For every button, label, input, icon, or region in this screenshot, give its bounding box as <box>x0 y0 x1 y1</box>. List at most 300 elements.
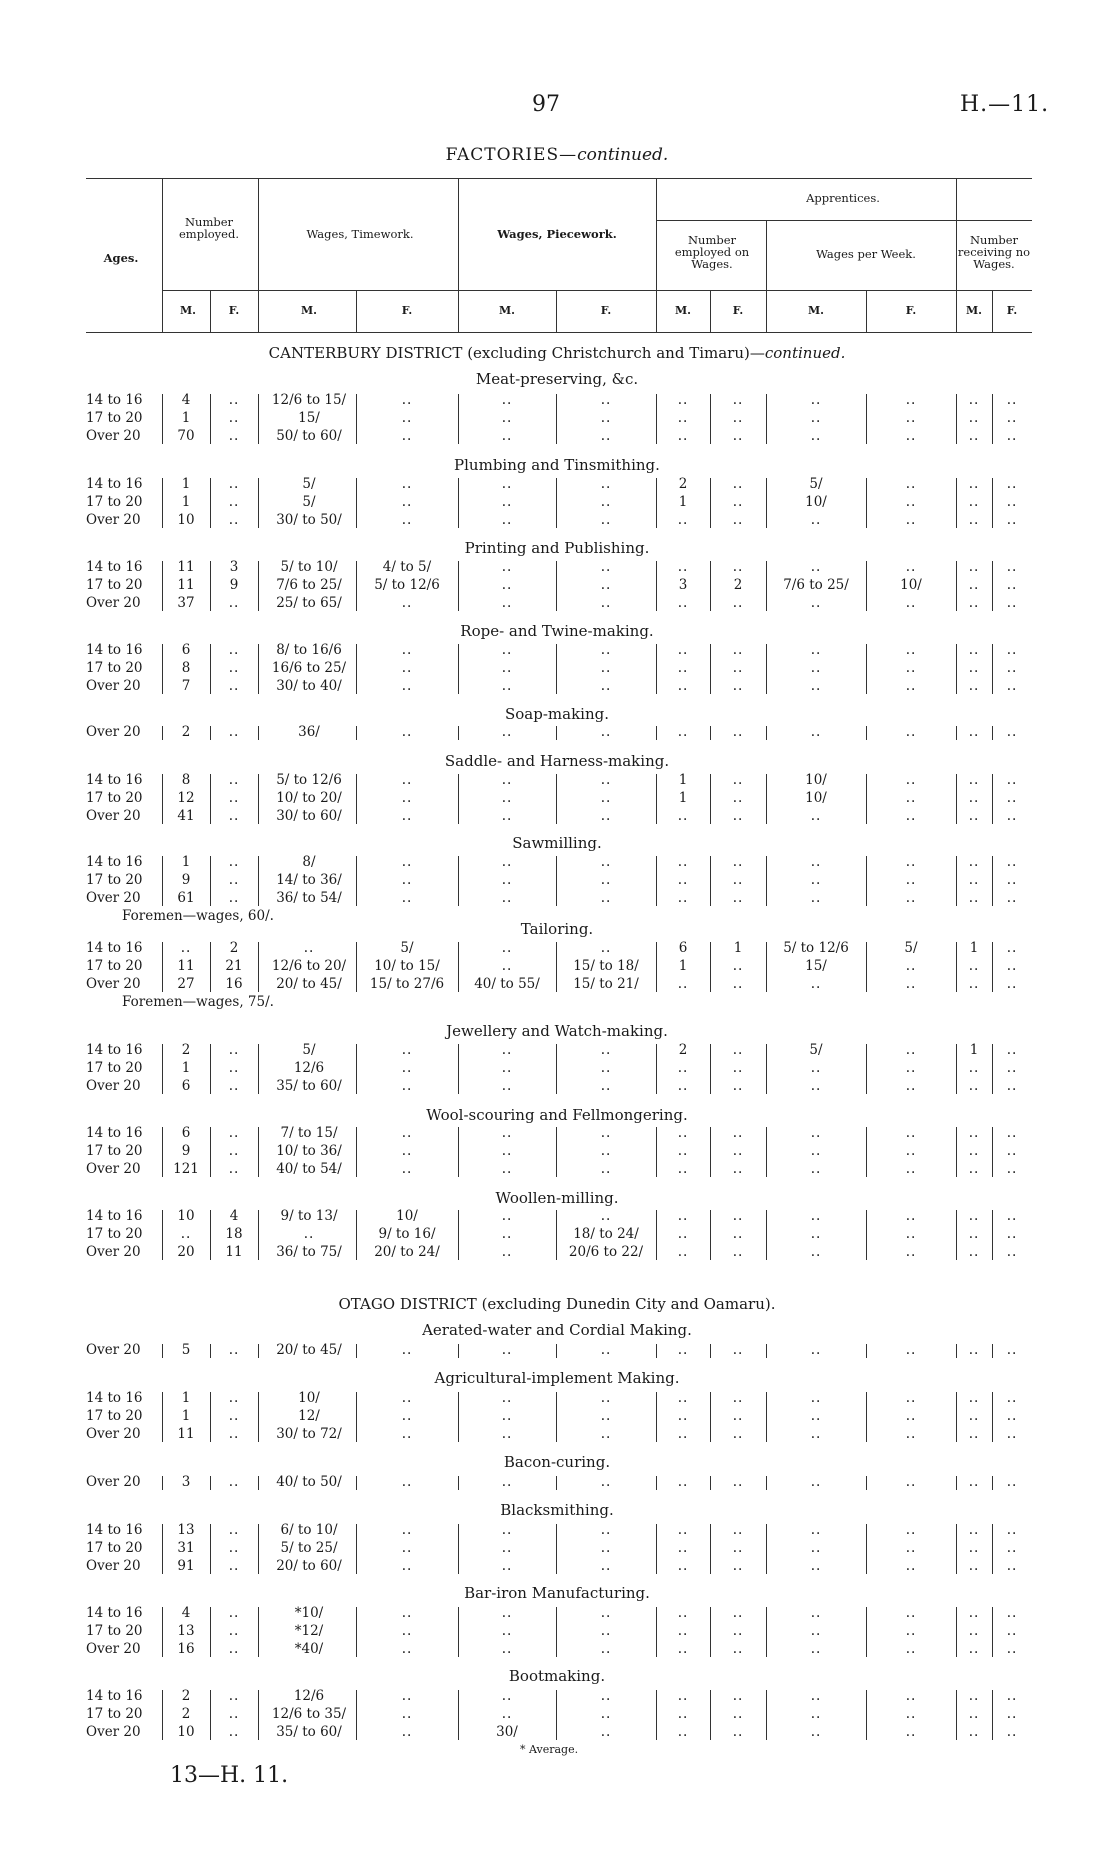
header-m: M. <box>179 304 196 317</box>
age-group: Over 20 <box>86 1078 141 1094</box>
vertical-rule <box>162 178 163 332</box>
table-cell: 121 <box>173 1161 199 1177</box>
table-cell: .. <box>1006 1060 1018 1076</box>
table-cell: .. <box>968 790 980 806</box>
age-group: 14 to 16 <box>86 1688 143 1704</box>
age-group: 17 to 20 <box>86 790 143 806</box>
age-group: 17 to 20 <box>86 1623 143 1639</box>
table-cell: 2 <box>181 724 191 740</box>
industry-heading: Tailoring. <box>520 920 594 938</box>
age-group: Over 20 <box>86 428 141 444</box>
table-cell: 5/ <box>904 940 918 956</box>
age-group: 14 to 16 <box>86 854 143 870</box>
table-cell: .. <box>677 678 689 694</box>
table-cell: .. <box>1006 1244 1018 1260</box>
table-cell: .. <box>600 808 612 824</box>
table-cell: .. <box>600 790 612 806</box>
industry-heading: Agricultural-implement Making. <box>434 1369 680 1387</box>
table-cell: .. <box>600 660 612 676</box>
table-cell: .. <box>228 890 240 906</box>
table-cell: .. <box>968 808 980 824</box>
table-cell: .. <box>810 1605 822 1621</box>
table-cell: 1 <box>181 1408 191 1424</box>
table-cell: .. <box>1006 1688 1018 1704</box>
table-cell: .. <box>600 428 612 444</box>
horizontal-rule <box>86 332 1032 333</box>
age-group: Over 20 <box>86 1724 141 1740</box>
table-cell: .. <box>228 1125 240 1141</box>
age-group: 14 to 16 <box>86 1605 143 1621</box>
table-cell: 1 <box>181 494 191 510</box>
table-cell: .. <box>228 595 240 611</box>
page-title: FACTORIES—continued. <box>445 145 669 165</box>
table-cell: .. <box>905 790 917 806</box>
table-cell: 8/ to 16/6 <box>276 642 342 658</box>
table-cell: 7 <box>181 678 191 694</box>
table-cell: .. <box>905 494 917 510</box>
table-cell: .. <box>1006 790 1018 806</box>
vertical-rule <box>258 178 259 332</box>
table-cell: .. <box>228 1060 240 1076</box>
table-cell: .. <box>228 1623 240 1639</box>
table-cell: .. <box>1006 410 1018 426</box>
table-cell: .. <box>1006 1558 1018 1574</box>
table-cell: 10/ <box>805 772 827 788</box>
table-cell: .. <box>905 512 917 528</box>
table-cell: .. <box>501 595 513 611</box>
table-cell: .. <box>732 660 744 676</box>
table-cell: 8 <box>181 772 191 788</box>
horizontal-rule <box>86 178 1032 179</box>
table-cell: 50/ to 60/ <box>276 428 342 444</box>
table-cell: .. <box>732 1540 744 1556</box>
table-cell: .. <box>968 1342 980 1358</box>
table-cell: .. <box>1006 1226 1018 1242</box>
table-cell: .. <box>677 808 689 824</box>
table-cell: .. <box>732 1143 744 1159</box>
table-cell: 31 <box>177 1540 195 1556</box>
table-cell: 10/ to 20/ <box>276 790 342 806</box>
table-cell: 37 <box>177 595 195 611</box>
table-cell: .. <box>732 790 744 806</box>
table-cell: 21 <box>225 958 243 974</box>
table-cell: 41 <box>177 808 195 824</box>
table-cell: .. <box>1006 854 1018 870</box>
header-wages-piecework: Wages, Piecework. <box>497 227 617 241</box>
table-cell: .. <box>228 1522 240 1538</box>
table-cell: 5/ <box>302 1042 316 1058</box>
table-cell: .. <box>810 1724 822 1740</box>
district-name: CANTERBURY DISTRICT (excluding Christchurch and Timaru)— <box>268 344 765 362</box>
table-cell: .. <box>501 724 513 740</box>
table-cell: .. <box>677 660 689 676</box>
table-cell: .. <box>968 512 980 528</box>
table-cell: .. <box>228 392 240 408</box>
table-cell: 20/ to 45/ <box>276 976 342 992</box>
table-cell: .. <box>677 595 689 611</box>
table-cell: .. <box>501 772 513 788</box>
table-cell: .. <box>401 1408 413 1424</box>
table-cell: 40/ to 54/ <box>276 1161 342 1177</box>
table-cell: .. <box>732 1641 744 1657</box>
table-cell: 10/ <box>900 577 922 593</box>
table-cell: .. <box>401 1724 413 1740</box>
table-cell: .. <box>501 1143 513 1159</box>
table-cell: .. <box>600 1408 612 1424</box>
table-cell: 6 <box>181 1125 191 1141</box>
table-cell: .. <box>732 1125 744 1141</box>
table-cell: .. <box>905 410 917 426</box>
table-cell: .. <box>905 1688 917 1704</box>
table-cell: .. <box>501 940 513 956</box>
table-cell: .. <box>905 872 917 888</box>
table-cell: 6 <box>181 642 191 658</box>
table-cell: .. <box>810 1078 822 1094</box>
table-cell: .. <box>732 1426 744 1442</box>
age-group: 14 to 16 <box>86 1125 143 1141</box>
table-cell: 2 <box>181 1706 191 1722</box>
table-cell: .. <box>1006 494 1018 510</box>
industry-heading: Sawmilling. <box>512 834 602 852</box>
table-cell: .. <box>1006 1078 1018 1094</box>
table-cell: .. <box>228 1161 240 1177</box>
table-cell: .. <box>732 1161 744 1177</box>
table-cell: 35/ to 60/ <box>276 1078 342 1094</box>
header-m: M. <box>807 304 824 317</box>
table-cell: 6 <box>181 1078 191 1094</box>
table-cell: .. <box>677 1161 689 1177</box>
table-cell: .. <box>905 1390 917 1406</box>
table-cell: .. <box>600 1143 612 1159</box>
table-cell: 5/ <box>302 494 316 510</box>
table-cell: .. <box>401 1641 413 1657</box>
table-cell: 16 <box>225 976 243 992</box>
age-group: Over 20 <box>86 1161 141 1177</box>
table-cell: 30/ to 72/ <box>276 1426 342 1442</box>
table-cell: .. <box>732 1688 744 1704</box>
table-cell: .. <box>1006 1161 1018 1177</box>
table-cell: 5/ to 12/6 <box>276 772 342 788</box>
age-group: Over 20 <box>86 1342 141 1358</box>
table-cell: .. <box>228 1474 240 1490</box>
table-cell: .. <box>905 1641 917 1657</box>
table-cell: .. <box>228 772 240 788</box>
table-cell: .. <box>600 494 612 510</box>
table-cell: .. <box>677 1558 689 1574</box>
table-cell: .. <box>401 678 413 694</box>
foremen-note: Foremen—wages, 60/. <box>122 908 274 924</box>
table-cell: .. <box>1006 642 1018 658</box>
table-cell: .. <box>810 976 822 992</box>
table-cell: .. <box>401 872 413 888</box>
table-cell: .. <box>501 1426 513 1442</box>
table-cell: 1 <box>733 940 743 956</box>
table-cell: .. <box>600 1042 612 1058</box>
table-cell: .. <box>968 1078 980 1094</box>
table-cell: .. <box>732 494 744 510</box>
table-cell: .. <box>968 1706 980 1722</box>
table-cell: .. <box>501 512 513 528</box>
table-cell: .. <box>600 940 612 956</box>
table-cell: .. <box>501 1390 513 1406</box>
table-cell: .. <box>1006 1042 1018 1058</box>
table-cell: .. <box>501 1522 513 1538</box>
age-group: 17 to 20 <box>86 1408 143 1424</box>
table-cell: .. <box>968 724 980 740</box>
table-cell: .. <box>501 1408 513 1424</box>
table-cell: 20 <box>177 1244 195 1260</box>
table-cell: .. <box>501 577 513 593</box>
table-cell: .. <box>732 1623 744 1639</box>
industry-heading: Plumbing and Tinsmithing. <box>454 456 660 474</box>
table-cell: 8 <box>181 660 191 676</box>
table-cell: .. <box>600 595 612 611</box>
table-cell: .. <box>810 1060 822 1076</box>
table-cell: .. <box>810 1125 822 1141</box>
table-cell: .. <box>905 976 917 992</box>
table-cell: .. <box>732 1208 744 1224</box>
table-cell: .. <box>501 494 513 510</box>
table-cell: .. <box>905 1408 917 1424</box>
table-cell: .. <box>810 1390 822 1406</box>
table-cell: 3 <box>229 559 239 575</box>
table-cell: 12/6 to 15/ <box>271 392 347 408</box>
vertical-rule <box>556 290 557 332</box>
age-group: 14 to 16 <box>86 559 143 575</box>
age-group: Over 20 <box>86 1558 141 1574</box>
table-cell: .. <box>905 1522 917 1538</box>
table-cell: 12/6 <box>293 1688 325 1704</box>
table-cell: 9/ to 16/ <box>378 1226 436 1242</box>
table-cell: .. <box>501 790 513 806</box>
table-cell: .. <box>1006 958 1018 974</box>
table-cell: .. <box>732 1342 744 1358</box>
table-cell: .. <box>401 1605 413 1621</box>
table-cell: .. <box>810 1342 822 1358</box>
table-cell: .. <box>732 1078 744 1094</box>
table-cell: .. <box>810 1426 822 1442</box>
table-cell: .. <box>677 1342 689 1358</box>
table-cell: .. <box>228 1426 240 1442</box>
table-cell: .. <box>228 1143 240 1159</box>
table-cell: .. <box>810 559 822 575</box>
table-cell: .. <box>905 595 917 611</box>
table-cell: .. <box>677 1522 689 1538</box>
table-cell: .. <box>732 854 744 870</box>
table-cell: .. <box>228 678 240 694</box>
table-cell: .. <box>677 724 689 740</box>
age-group: 14 to 16 <box>86 392 143 408</box>
table-cell: .. <box>600 1724 612 1740</box>
table-cell: .. <box>600 678 612 694</box>
table-cell: 1 <box>181 854 191 870</box>
table-cell: .. <box>677 1623 689 1639</box>
table-cell: .. <box>968 1522 980 1538</box>
table-cell: 30/ to 60/ <box>276 808 342 824</box>
table-cell: 61 <box>177 890 195 906</box>
table-cell: .. <box>677 890 689 906</box>
age-group: 17 to 20 <box>86 1060 143 1076</box>
table-cell: .. <box>810 1688 822 1704</box>
table-cell: 12/ <box>298 1408 320 1424</box>
table-cell: 36/ <box>298 724 320 740</box>
table-cell: .. <box>810 1161 822 1177</box>
table-cell: *12/ <box>294 1623 324 1639</box>
table-cell: .. <box>501 1540 513 1556</box>
table-cell: .. <box>905 1426 917 1442</box>
table-cell: .. <box>810 392 822 408</box>
table-cell: .. <box>905 428 917 444</box>
table-cell: .. <box>401 1161 413 1177</box>
table-cell: 10/ <box>805 494 827 510</box>
table-cell: .. <box>905 724 917 740</box>
table-cell: .. <box>732 1706 744 1722</box>
district-heading <box>0 1295 1114 1313</box>
table-cell: 20/6 to 22/ <box>568 1244 644 1260</box>
table-cell: .. <box>677 1390 689 1406</box>
table-cell: 10/ <box>396 1208 418 1224</box>
header-f: F. <box>401 304 413 317</box>
table-cell: .. <box>1006 595 1018 611</box>
table-cell: 36/ to 54/ <box>276 890 342 906</box>
table-cell: .. <box>600 1474 612 1490</box>
table-cell: .. <box>968 559 980 575</box>
header-apprentices-wages: Wages per Week. <box>816 247 916 261</box>
table-cell: .. <box>501 428 513 444</box>
table-cell: .. <box>810 1208 822 1224</box>
table-cell: .. <box>968 1688 980 1704</box>
table-cell: .. <box>600 577 612 593</box>
table-cell: .. <box>810 642 822 658</box>
industry-heading: Printing and Publishing. <box>464 539 650 557</box>
industry-heading: Meat-preserving, &c. <box>475 370 639 388</box>
table-cell: .. <box>401 595 413 611</box>
table-cell: .. <box>501 660 513 676</box>
table-cell: .. <box>600 1060 612 1076</box>
table-cell: .. <box>228 808 240 824</box>
table-cell: .. <box>401 772 413 788</box>
table-cell: .. <box>732 410 744 426</box>
table-cell: .. <box>1006 1540 1018 1556</box>
table-cell: .. <box>501 678 513 694</box>
industry-heading: Jewellery and Watch-making. <box>446 1022 668 1040</box>
age-group: Over 20 <box>86 976 141 992</box>
industry-heading: Blacksmithing. <box>500 1501 614 1519</box>
table-cell: .. <box>600 1605 612 1621</box>
age-group: 14 to 16 <box>86 940 143 956</box>
table-cell: .. <box>810 1244 822 1260</box>
table-cell: .. <box>501 1161 513 1177</box>
table-cell: .. <box>905 1558 917 1574</box>
table-cell: 1 <box>181 1060 191 1076</box>
table-cell: .. <box>501 1623 513 1639</box>
table-cell: 91 <box>177 1558 195 1574</box>
table-cell: .. <box>677 1706 689 1722</box>
age-group: 14 to 16 <box>86 1208 143 1224</box>
table-cell: 25/ to 65/ <box>276 595 342 611</box>
table-cell: 1 <box>678 494 688 510</box>
table-cell: .. <box>501 1060 513 1076</box>
table-cell: .. <box>905 1161 917 1177</box>
table-cell: 5/ <box>302 476 316 492</box>
age-group: Over 20 <box>86 595 141 611</box>
header-f: F. <box>905 304 917 317</box>
table-cell: .. <box>228 854 240 870</box>
industry-heading: Woollen-milling. <box>495 1189 619 1207</box>
vertical-rule <box>866 290 867 332</box>
table-cell: .. <box>968 890 980 906</box>
table-cell: .. <box>677 1426 689 1442</box>
table-cell: .. <box>228 790 240 806</box>
table-cell: .. <box>1006 1522 1018 1538</box>
table-cell: 4 <box>181 1605 191 1621</box>
district-heading <box>0 344 1114 362</box>
table-cell: .. <box>968 1641 980 1657</box>
table-cell: .. <box>401 428 413 444</box>
table-cell: .. <box>600 772 612 788</box>
page-number: 97 <box>532 92 560 117</box>
table-cell: 20/ to 24/ <box>374 1244 440 1260</box>
header-apprentices: Apprentices. <box>806 191 880 205</box>
table-cell: 2 <box>181 1688 191 1704</box>
table-cell: .. <box>501 1078 513 1094</box>
table-cell: .. <box>228 1078 240 1094</box>
header-m: M. <box>674 304 691 317</box>
table-cell: 35/ to 60/ <box>276 1724 342 1740</box>
table-cell: .. <box>401 1390 413 1406</box>
table-cell: 10/ to 36/ <box>276 1143 342 1159</box>
table-cell: 10 <box>177 512 195 528</box>
table-cell: .. <box>677 1244 689 1260</box>
age-group: 17 to 20 <box>86 872 143 888</box>
header-m: M. <box>300 304 317 317</box>
table-cell: .. <box>401 1540 413 1556</box>
table-cell: .. <box>401 1143 413 1159</box>
header-apprentices-number-employed: Number employed on Wages. <box>674 233 750 271</box>
table-cell: .. <box>228 1605 240 1621</box>
table-cell: .. <box>810 1226 822 1242</box>
table-cell: .. <box>1006 1342 1018 1358</box>
horizontal-rule <box>656 220 1032 221</box>
table-cell: 11 <box>177 577 195 593</box>
table-cell: .. <box>228 512 240 528</box>
table-cell: .. <box>968 494 980 510</box>
table-cell: .. <box>600 1540 612 1556</box>
table-cell: .. <box>810 854 822 870</box>
age-group: 14 to 16 <box>86 772 143 788</box>
table-cell: 1 <box>969 940 979 956</box>
table-cell: .. <box>1006 512 1018 528</box>
header-ages: Ages. <box>103 251 139 265</box>
vertical-rule <box>710 290 711 332</box>
table-cell: .. <box>401 1342 413 1358</box>
table-cell: .. <box>401 790 413 806</box>
table-cell: .. <box>810 1558 822 1574</box>
table-cell: .. <box>600 1688 612 1704</box>
table-cell: .. <box>401 660 413 676</box>
table-cell: 15/ to 21/ <box>573 976 639 992</box>
table-cell: .. <box>810 595 822 611</box>
table-cell: 1 <box>181 1390 191 1406</box>
table-cell: .. <box>677 872 689 888</box>
table-cell: .. <box>1006 559 1018 575</box>
table-cell: .. <box>600 1342 612 1358</box>
header-f: F. <box>600 304 612 317</box>
table-cell: .. <box>401 854 413 870</box>
table-cell: .. <box>677 976 689 992</box>
table-cell: .. <box>401 642 413 658</box>
table-cell: 1 <box>678 772 688 788</box>
